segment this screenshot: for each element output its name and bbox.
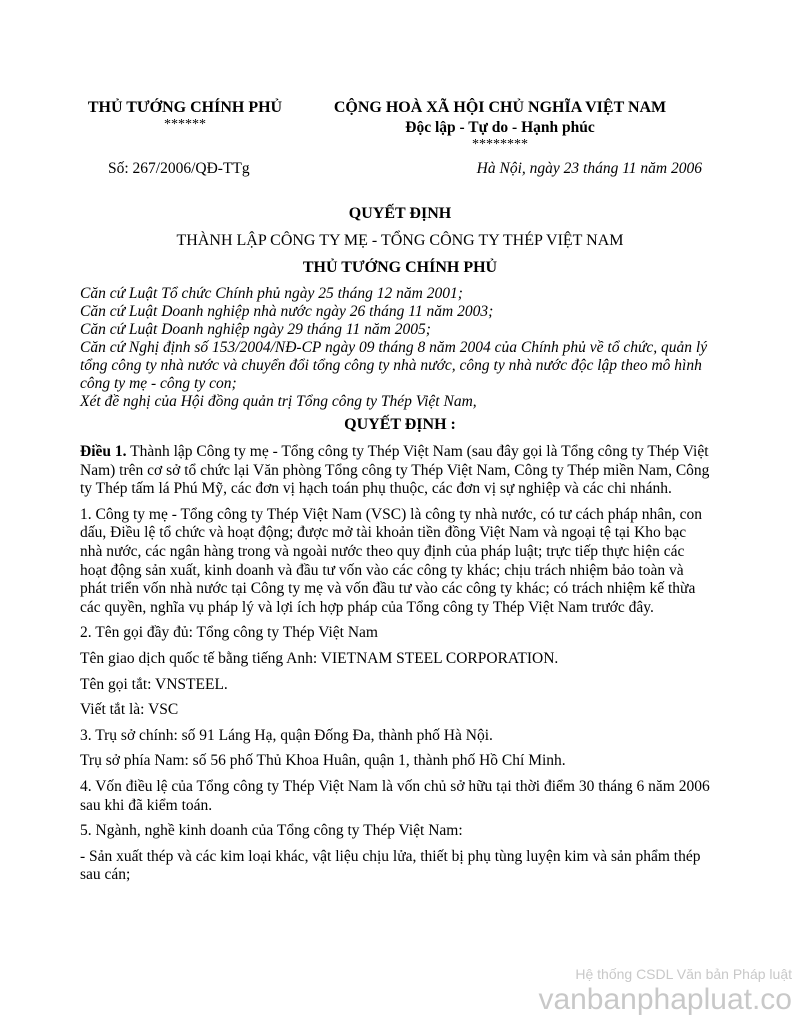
legal-basis-item: Căn cứ Luật Doanh nghiệp nhà nước ngày 26 tháng 11 năm 2003; [80, 303, 494, 320]
watermark-site: vanbanphapluat.co [538, 983, 792, 1016]
article-1-label: Điều 1. [80, 443, 127, 460]
motto: Độc lập - Tự do - Hạnh phúc [405, 119, 595, 136]
legal-basis-item: Căn cứ Nghị định số 153/2004/NĐ-CP ngày 09 tháng 8 năm 2004 của Chính phủ về tổ chức, quản lý tổng công ty nhà nước và chuyển đổi tổng công ty nhà nước, công ty nhà nước độc lập theo mô hình công ty mẹ - công ty con; [80, 339, 708, 392]
paragraph: Tên gọi tắt: VNSTEEL. [80, 675, 228, 693]
document-number: Số: 267/2006/QĐ-TTg [108, 160, 250, 177]
article-1 [80, 443, 710, 499]
watermark-caption: Hệ thống CSDL Văn bản Pháp luật [575, 966, 792, 982]
paragraph: 5. Ngành, nghề kinh doanh của Tổng công ty Thép Việt Nam: [80, 822, 463, 840]
document-date: Hà Nội, ngày 23 tháng 11 năm 2006 [476, 160, 702, 177]
motto-separator: ******** [472, 137, 528, 152]
legal-basis-item: Xét đề nghị của Hội đồng quản trị Tổng công ty Thép Việt Nam, [80, 393, 477, 410]
paragraph: 1. Công ty mẹ - Tổng công ty Thép Việt Nam (VSC) là công ty nhà nước, có tư cách pháp nhân, con dấu, Điều lệ tổ chức và hoạt động; được mở tài khoản tiền đồng Việt Nam và ngoại tệ tại Kho bạc nhà nước, các ngân hàng trong và ngoài nước theo quy định của pháp luật; trực tiếp thực hiện các hoạt động sản xuất, kinh doanh và đầu tư vốn vào các công ty khác; chịu trách nhiệm bảo toàn và phát triển vốn nhà nước tại Công ty mẹ và vốn đầu tư vào các công ty khác; có trách nhiệm kế thừa các quyền, nghĩa vụ pháp lý và lợi ích hợp pháp của Tổng công ty Thép Việt Nam trước đây. [80, 505, 702, 616]
article-1-text: Thành lập Công ty mẹ - Tổng công ty Thép Việt Nam (sau đây gọi là Tổng công ty Thép Việt Nam) trên cơ sở tổ chức lại Văn phòng Tổng công ty Thép Việt Nam, Công ty Thép miền Nam, Công ty Thép tấm lá Phú Mỹ, các đơn vị hạch toán phụ thuộc, các đơn vị sự nghiệp và các chi nhánh. [80, 443, 710, 498]
decision-heading: QUYẾT ĐỊNH [348, 205, 452, 222]
issuer-block [80, 98, 290, 132]
paragraph: - Sản xuất thép và các kim loại khác, vật liệu chịu lửa, thiết bị phụ tùng luyện kim và sản phẩm thép sau cán; [80, 847, 701, 884]
issuer-separator: ****** [164, 117, 206, 132]
decides-heading: QUYẾT ĐỊNH : [344, 416, 456, 433]
decision-content [80, 443, 710, 892]
national-motto-block [320, 98, 680, 152]
legal-basis-item: Căn cứ Luật Tổ chức Chính phủ ngày 25 tháng 12 năm 2001; [80, 285, 463, 302]
paragraph: Tên giao dịch quốc tế bằng tiếng Anh: VIETNAM STEEL CORPORATION. [80, 649, 559, 667]
authority-heading: THỦ TƯỚNG CHÍNH PHỦ [302, 259, 498, 276]
watermark [538, 966, 792, 1018]
paragraph: 4. Vốn điều lệ của Tổng công ty Thép Việt Nam là vốn chủ sở hữu tại thời điểm 30 tháng 6 năm 2006 sau khi đã kiểm toán. [80, 777, 710, 814]
paragraph: Trụ sở phía Nam: số 56 phố Thủ Khoa Huân, quận 1, thành phố Hồ Chí Minh. [80, 752, 566, 770]
paragraph: 2. Tên gọi đầy đủ: Tổng công ty Thép Việt Nam [80, 624, 378, 642]
issuer-title: THỦ TƯỚNG CHÍNH PHỦ [87, 99, 283, 116]
country-title: CỘNG HOÀ XÃ HỘI CHỦ NGHĨA VIỆT NAM [333, 99, 667, 116]
legal-basis-item: Căn cứ Luật Doanh nghiệp ngày 29 tháng 11 năm 2005; [80, 321, 431, 338]
paragraph: Viết tắt là: VSC [80, 701, 179, 719]
decision-subject: THÀNH LẬP CÔNG TY MẸ - TỔNG CÔNG TY THÉP VIỆT NAM [176, 232, 624, 249]
legal-basis [80, 285, 710, 411]
paragraph: 3. Trụ sở chính: số 91 Láng Hạ, quận Đống Đa, thành phố Hà Nội. [80, 726, 493, 744]
